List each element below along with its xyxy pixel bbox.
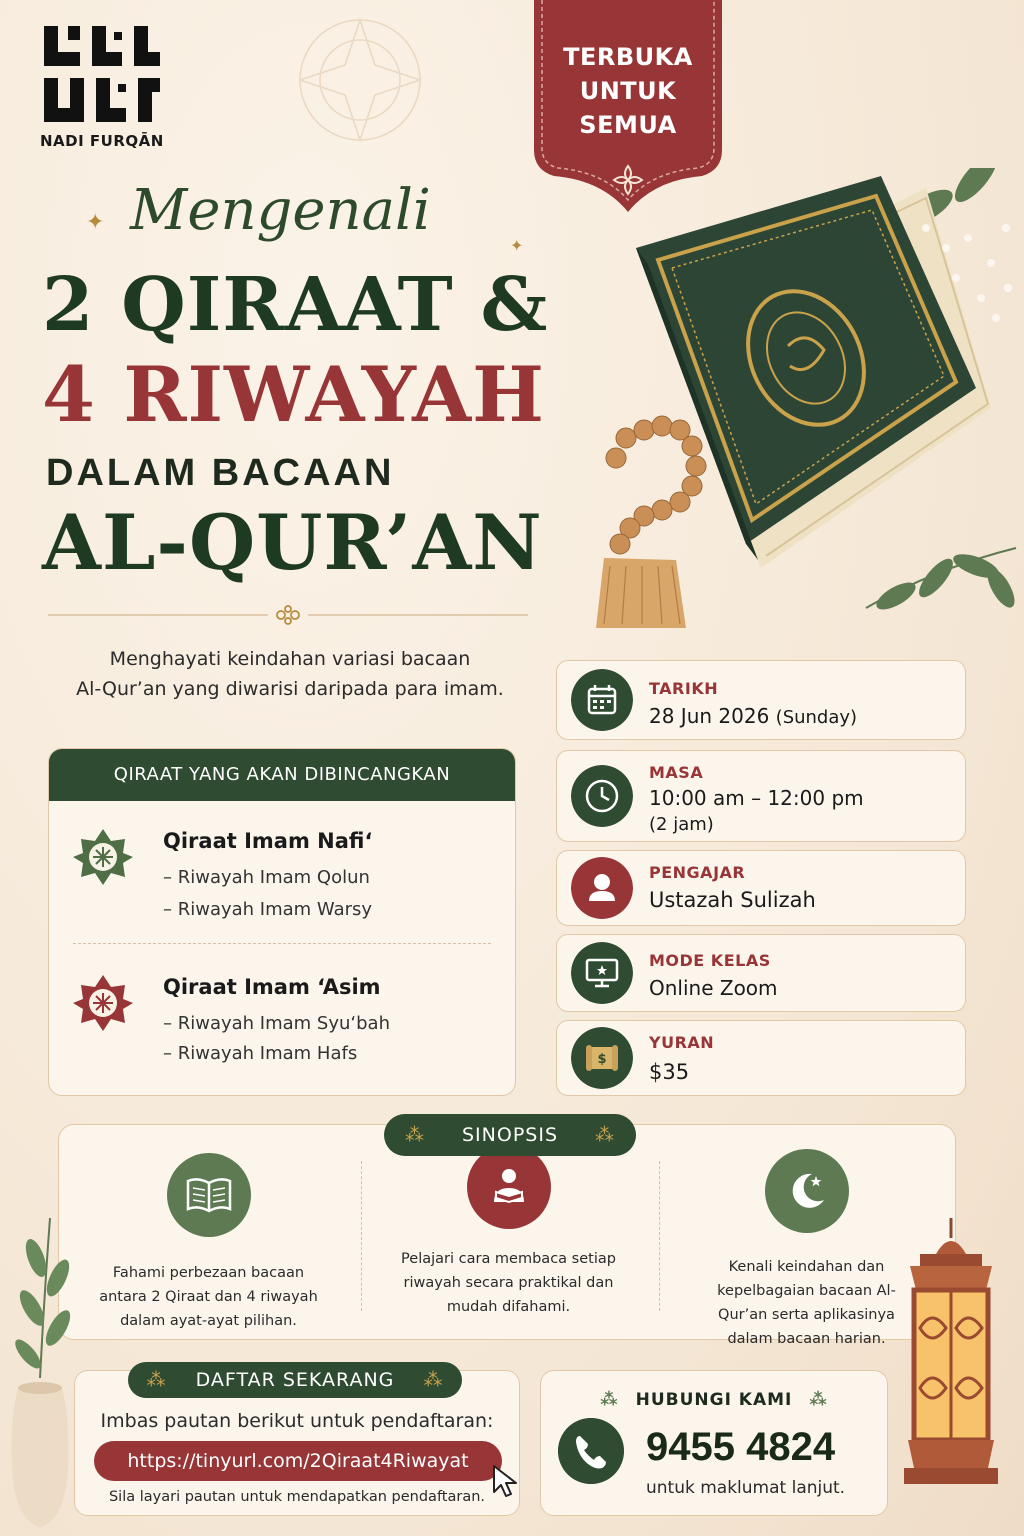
svg-text:$: $ (597, 1052, 607, 1067)
brand-logo (40, 22, 180, 150)
sinopsis-text: Kenali keindahan dan kepelbagaian bacaan Al-Qur’an serta aplikasinya dalam bacaan harian. (717, 1259, 896, 1347)
crescent-star-icon (765, 1149, 849, 1233)
monitor-icon (571, 942, 633, 1004)
registration-link[interactable]: https://tinyurl.com/2Qiraat4Riwayat (94, 1441, 502, 1481)
fee-label: YURAN (649, 1033, 715, 1052)
ornament-left-icon: ⁂ (404, 1124, 425, 1146)
contact-heading: HUBUNGI KAMI (635, 1390, 793, 1410)
ornament-left-icon: ⁂ (600, 1390, 619, 1410)
register-note: Sila layari pautan untuk mendapatkan pendaftaran. (108, 1489, 486, 1505)
tagline-line2: Al-Qur’an yang diwarisi daripada para imam. (76, 678, 504, 700)
reader-icon (467, 1145, 551, 1229)
calendar-icon (571, 669, 633, 731)
person-icon (571, 857, 633, 919)
maroon-flower-icon (73, 973, 133, 1033)
sparkle-icon: ✦ (86, 210, 105, 235)
time-card (556, 750, 966, 842)
riwayah-item: – Riwayah Imam Warsy (163, 899, 373, 920)
sinopsis-text: Pelajari cara membaca setiap riwayah secara praktikal dan mudah difahami. (401, 1251, 616, 1315)
title-line2: 4 RIWAYAH (42, 350, 545, 439)
scroll-money-icon (571, 1027, 633, 1089)
green-flower-icon (73, 827, 133, 887)
fee-card (556, 1020, 966, 1096)
open-book-icon (167, 1153, 251, 1237)
lantern-illustration (896, 1218, 1006, 1508)
sinopsis-text: Fahami perbezaan bacaan antara 2 Qiraat dan 4 riwayah dalam ayat-ayat pilihan. (99, 1265, 318, 1329)
time-value: 10:00 am – 12:00 pm (649, 786, 864, 810)
quran-book-illustration (596, 168, 1024, 648)
register-heading-pill (128, 1362, 462, 1398)
title-line3: DALAM BACAAN (46, 452, 395, 494)
mode-label: MODE KELAS (649, 951, 771, 970)
qiraat-name: Qiraat Imam ‘Asim (163, 975, 381, 999)
date-main: 28 Jun 2026 (649, 704, 770, 728)
title-script: Mengenali (130, 178, 431, 243)
ornament-right-icon: ⁂ (595, 1124, 616, 1146)
title-line1: 2 QIRAAT & (42, 262, 549, 348)
date-card (556, 660, 966, 740)
time-label: MASA (649, 763, 704, 782)
title-divider (48, 605, 528, 625)
qiraat-separator (73, 943, 491, 944)
phone-icon (558, 1418, 624, 1484)
register-instruction: Imbas pautan berikut untuk pendaftaran: (100, 1410, 494, 1432)
ornament-right-icon: ⁂ (809, 1390, 828, 1410)
register-heading: DAFTAR SEKARANG (195, 1369, 395, 1391)
tagline (40, 644, 540, 704)
sinopsis-heading: SINOPSIS (461, 1124, 558, 1146)
riwayah-item: – Riwayah Imam Syu‘bah (163, 1013, 390, 1034)
sparkle-icon: ✦ (510, 236, 524, 255)
time-duration: (2 jam) (649, 814, 714, 835)
teacher-label: PENGAJAR (649, 863, 746, 882)
ornament-left-icon: ⁂ (146, 1369, 167, 1391)
contact-heading-row (540, 1390, 888, 1410)
kufic-logo-icon (40, 22, 164, 126)
banner-text (534, 40, 722, 142)
qiraat-heading: QIRAAT YANG AKAN DIBINCANGKAN (49, 749, 515, 801)
qiraat-panel (48, 748, 516, 1096)
title-line4: AL-QUR’AN (42, 498, 543, 587)
teacher-card (556, 850, 966, 926)
banner-line1: TERBUKA (563, 43, 693, 71)
riwayah-item: – Riwayah Imam Qolun (163, 867, 370, 888)
tagline-line1: Menghayati keindahan variasi bacaan (109, 648, 471, 670)
clock-icon (571, 765, 633, 827)
date-day: (Sunday) (775, 707, 858, 728)
qiraat-name: Qiraat Imam Nafi‘ (163, 829, 373, 853)
date-label: TARIKH (649, 679, 719, 698)
ornament-right-icon: ⁂ (423, 1369, 444, 1391)
sinopsis-panel (58, 1124, 956, 1347)
contact-phone[interactable]: 9455 4824 (646, 1425, 836, 1469)
mode-card (556, 934, 966, 1012)
brand-name: NADI FURQĀN (40, 132, 164, 150)
contact-note: untuk maklumat lanjut. (646, 1478, 846, 1498)
teacher-value: Ustazah Sulizah (649, 888, 816, 912)
sinopsis-item (359, 1147, 658, 1319)
mode-value: Online Zoom (649, 976, 778, 1000)
background-ornament (200, 10, 520, 170)
banner-line2: UNTUK (579, 77, 677, 105)
banner-line3: SEMUA (579, 111, 677, 139)
date-value (649, 703, 857, 731)
sinopsis-item (59, 1147, 358, 1333)
riwayah-item: – Riwayah Imam Hafs (163, 1043, 358, 1064)
fee-value: $35 (649, 1060, 690, 1084)
sinopsis-heading-pill (384, 1114, 636, 1156)
